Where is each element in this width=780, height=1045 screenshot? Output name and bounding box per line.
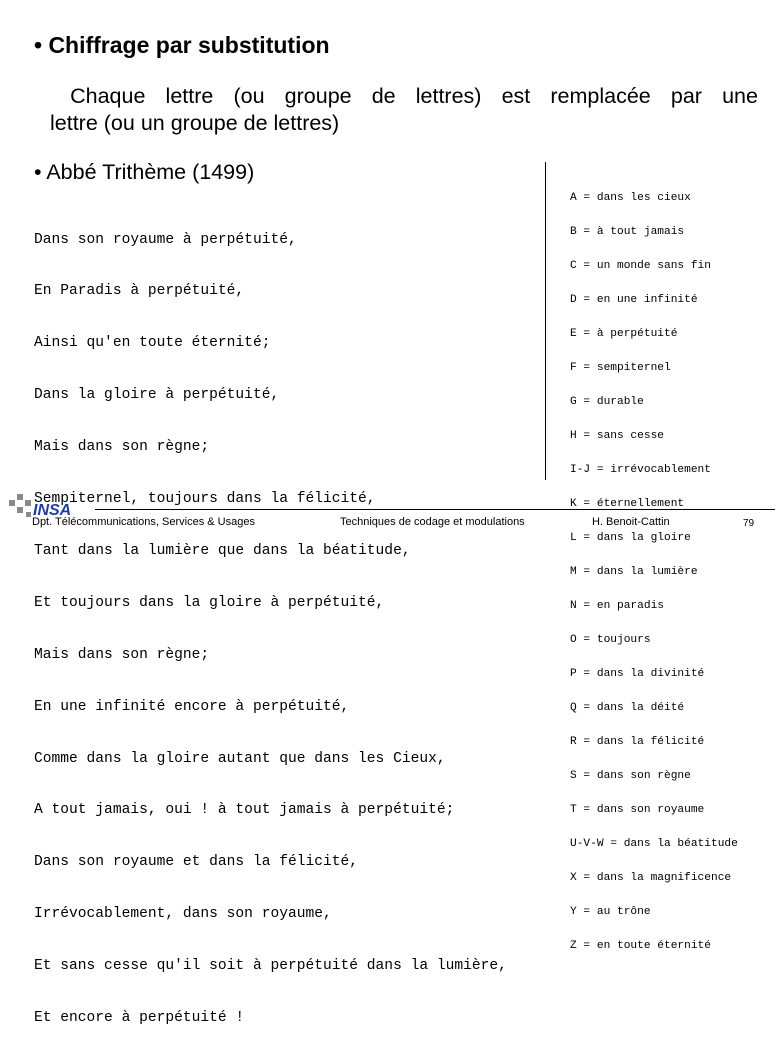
key-entry: H = sans cesse	[570, 429, 664, 442]
poem-line: En une infinité encore à perpétuité,	[34, 698, 350, 715]
key-entry: M = dans la lumière	[570, 566, 698, 579]
word: est	[501, 84, 531, 108]
substitution-definition	[50, 83, 758, 137]
poem-line: Et toujours dans la gloire à perpétuité,	[34, 594, 385, 611]
poem-line: Et encore à perpétuité !	[34, 1009, 245, 1026]
key-entry: L = dans la gloire	[570, 532, 691, 544]
key-entry: G = durable	[570, 395, 644, 408]
key-entry: Z = en toute éternité	[570, 940, 711, 953]
logo-square	[9, 500, 15, 506]
word: remplacée	[550, 84, 651, 108]
key-entry: I-J = irrévocablement	[570, 463, 711, 476]
key-entry: T = dans son royaume	[570, 804, 705, 817]
key-entry: Y = au trône	[570, 906, 651, 919]
cipher-poem	[34, 197, 507, 1045]
poem-line: Tant dans la lumière que dans la béatitude,	[34, 542, 411, 559]
definition-line-1	[50, 83, 758, 110]
slide-title: • Chiffrage par substitution	[34, 32, 330, 58]
word: lettres)	[415, 84, 482, 108]
logo-text: INSA	[33, 502, 72, 519]
key-entry: S = dans son règne	[570, 770, 691, 783]
poem-line: Mais dans son règne;	[34, 646, 210, 663]
poem-line: Comme dans la gloire autant que dans les Cieux,	[34, 750, 446, 767]
poem-line: En Paradis à perpétuité,	[34, 283, 245, 300]
logo-square	[25, 500, 31, 506]
poem-line: Dans son royaume et dans la félicité,	[34, 854, 359, 871]
key-entry: Q = dans la déité	[570, 702, 685, 715]
poem-line: Sempiternel, toujours dans la félicité,	[34, 491, 376, 508]
poem-line: Dans la gloire à perpétuité,	[34, 387, 280, 404]
poem-line: A tout jamais, oui ! à tout jamais à perpétuité;	[34, 802, 455, 819]
word: Chaque	[70, 84, 146, 108]
key-entry: K = éternellement	[570, 497, 685, 510]
word: par	[670, 84, 702, 108]
word: lettre	[165, 84, 214, 108]
word: une	[722, 84, 758, 108]
poem-line: Dans son royaume à perpétuité,	[34, 231, 297, 248]
key-entry: A = dans les cieux	[570, 191, 691, 204]
poem-line: Ainsi qu'en toute éternité;	[34, 335, 271, 352]
poem-line: Et sans cesse qu'il soit à perpétuité dans la lumière,	[34, 958, 507, 975]
key-entry: E = à perpétuité	[570, 327, 678, 340]
key-entry: P = dans la divinité	[570, 668, 705, 681]
trithemius-heading: • Abbé Trithème (1499)	[34, 160, 255, 184]
page-number: 79	[743, 518, 755, 529]
word: de	[371, 84, 396, 108]
substitution-key	[570, 170, 738, 964]
footer-rule	[95, 509, 775, 510]
logo-square	[17, 507, 23, 513]
footer-course: Techniques de codage et modulations	[340, 516, 525, 528]
key-entry: C = un monde sans fin	[570, 259, 711, 272]
footer-author: H. Benoit-Cattin	[592, 516, 670, 528]
word: (ou	[233, 84, 265, 108]
logo-square	[17, 494, 23, 500]
poem-line: Irrévocablement, dans son royaume,	[34, 906, 332, 923]
logo-square	[26, 512, 31, 517]
key-entry: N = en paradis	[570, 600, 664, 613]
key-entry: U-V-W = dans la béatitude	[570, 838, 738, 851]
key-entry: X = dans la magnificence	[570, 872, 732, 885]
key-entry: B = à tout jamais	[570, 225, 685, 238]
vertical-divider	[545, 162, 546, 480]
key-entry: F = sempiternel	[570, 361, 671, 374]
key-entry: D = en une infinité	[570, 293, 698, 306]
poem-line: Mais dans son règne;	[34, 439, 210, 456]
footer-department: Dpt. Télécommunications, Services & Usages	[32, 516, 255, 528]
word: groupe	[284, 84, 352, 108]
key-entry: R = dans la félicité	[570, 736, 705, 749]
key-entry: O = toujours	[570, 634, 651, 647]
definition-line-2: lettre (ou un groupe de lettres)	[50, 111, 340, 135]
